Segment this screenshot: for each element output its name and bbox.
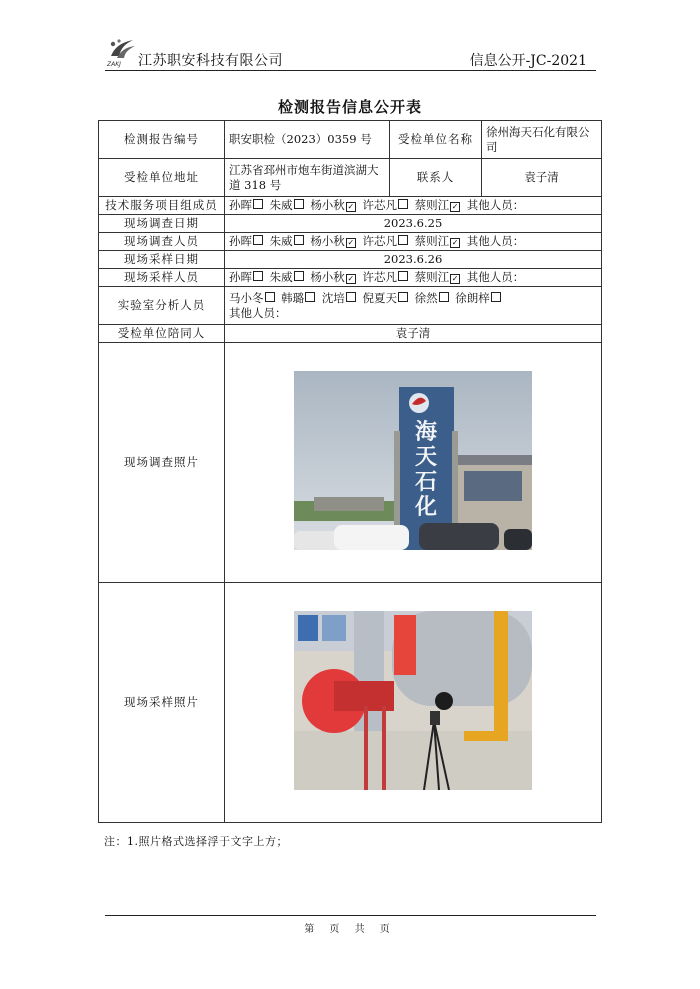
checkbox-unchecked[interactable] <box>439 292 449 302</box>
report-no-value: 职安职检（2023）0359 号 <box>225 121 390 159</box>
checkbox-checked[interactable]: ✓ <box>451 202 459 211</box>
survey-photo-label: 现场调查照片 <box>99 343 225 583</box>
checkbox-checked[interactable]: ✓ <box>347 274 355 283</box>
checkbox-unchecked[interactable] <box>398 271 408 281</box>
staff-name: 蔡则江 <box>414 234 450 248</box>
svg-text:化: 化 <box>414 495 438 520</box>
sampling-photo-image <box>294 611 532 790</box>
staff-name: 孙晖 <box>229 270 252 284</box>
svg-text:ZAKJ: ZAKJ <box>107 61 121 68</box>
table-row <box>99 583 602 823</box>
table-row <box>99 121 602 159</box>
table-row <box>99 159 602 197</box>
table-row <box>99 215 602 233</box>
checkbox-unchecked[interactable] <box>294 235 304 245</box>
team-members <box>225 197 602 215</box>
page-header <box>105 34 595 72</box>
checkbox-checked[interactable]: ✓ <box>451 274 459 283</box>
lab-staff-name: 韩璐 <box>281 290 305 305</box>
report-no-label: 检测报告编号 <box>99 121 225 159</box>
staff-name: 蔡则江 <box>414 270 450 284</box>
staff-name: 朱威 <box>269 270 293 284</box>
page-title: 检测报告信息公开表 <box>277 98 422 116</box>
checkbox-checked[interactable]: ✓ <box>347 238 355 247</box>
company-logo <box>105 34 139 68</box>
contact-label: 联系人 <box>390 159 482 197</box>
lab-staff-label: 实验室分析人员 <box>99 287 225 325</box>
lab-staff-name: 徐朗梓 <box>455 290 490 305</box>
sampling-staff-label: 现场采样人员 <box>99 269 225 287</box>
survey-date-value: 2023.6.25 <box>225 215 602 233</box>
staff-name: 朱威 <box>269 198 293 212</box>
footnote: 注：1.照片格式选择浮于文字上方； <box>104 835 288 848</box>
page-number: 第 页 共 页 <box>304 924 396 935</box>
table-row <box>99 325 602 343</box>
checkbox-checked[interactable]: ✓ <box>347 202 355 211</box>
document-code: 信息公开-JC-2021 <box>469 53 587 69</box>
info-table <box>98 120 602 823</box>
staff-name: 杨小秋 <box>310 198 345 212</box>
svg-text:天: 天 <box>414 445 438 470</box>
checkbox-unchecked[interactable] <box>253 271 263 281</box>
lab-staff-name: 倪夏天 <box>362 290 397 305</box>
other-staff-label: 其他人员： <box>466 270 525 284</box>
checkbox-unchecked[interactable] <box>398 292 408 302</box>
table-row <box>99 251 602 269</box>
sampling-photo <box>294 611 532 790</box>
team-label: 技术服务项目组成员 <box>99 197 225 215</box>
checkbox-unchecked[interactable] <box>265 292 275 302</box>
staff-name: 孙晖 <box>229 198 252 212</box>
checkbox-unchecked[interactable] <box>398 199 408 209</box>
sampling-date-value: 2023.6.26 <box>225 251 602 269</box>
sampling-date-label: 现场采样日期 <box>99 251 225 269</box>
checkbox-unchecked[interactable] <box>253 235 263 245</box>
other-staff-label: 其他人员： <box>466 198 525 212</box>
staff-name: 朱威 <box>269 234 293 248</box>
survey-staff-members <box>225 233 602 251</box>
table-row <box>99 233 602 251</box>
lab-staff-name: 沈培 <box>321 290 345 305</box>
checkbox-checked[interactable]: ✓ <box>451 238 459 247</box>
address-value: 江苏省邳州市炮车街道滨湖大道 318 号 <box>225 159 390 197</box>
unit-name-label: 受检单位名称 <box>390 121 482 159</box>
checkbox-unchecked[interactable] <box>305 292 315 302</box>
lab-staff-name: 马小冬 <box>229 290 264 305</box>
svg-text:石: 石 <box>414 470 438 495</box>
table-row <box>99 343 602 583</box>
table-row <box>99 287 602 325</box>
sampling-photo-label: 现场采样照片 <box>99 583 225 823</box>
escort-value: 袁子清 <box>225 325 602 343</box>
staff-name: 孙晖 <box>229 234 252 248</box>
table-row <box>99 269 602 287</box>
checkbox-unchecked[interactable] <box>294 199 304 209</box>
staff-name: 杨小秋 <box>310 270 345 284</box>
table-row <box>99 197 602 215</box>
footer-divider <box>105 915 596 916</box>
other-staff-label: 其他人员： <box>466 234 525 248</box>
checkbox-unchecked[interactable] <box>346 292 356 302</box>
staff-name: 杨小秋 <box>310 234 345 248</box>
unit-name-value: 徐州海天石化有限公司 <box>482 121 602 159</box>
staff-name: 许芯凡 <box>362 234 397 248</box>
lab-staff-members <box>225 287 602 325</box>
header-divider <box>105 70 596 71</box>
lab-other-label: 其他人员： <box>229 305 287 320</box>
sampling-photo-cell <box>225 583 602 823</box>
survey-date-label: 现场调查日期 <box>99 215 225 233</box>
survey-photo <box>294 371 532 550</box>
survey-staff-label: 现场调查人员 <box>99 233 225 251</box>
sampling-staff-members <box>225 269 602 287</box>
svg-text:海: 海 <box>414 420 438 445</box>
escort-label: 受检单位陪同人 <box>99 325 225 343</box>
checkbox-unchecked[interactable] <box>491 292 501 302</box>
staff-name: 许芯凡 <box>362 198 397 212</box>
staff-name: 许芯凡 <box>362 270 397 284</box>
checkbox-unchecked[interactable] <box>398 235 408 245</box>
checkbox-unchecked[interactable] <box>253 199 263 209</box>
survey-photo-cell <box>225 343 602 583</box>
staff-name: 蔡则江 <box>414 198 450 212</box>
company-name: 江苏职安科技有限公司 <box>138 53 283 69</box>
address-label: 受检单位地址 <box>99 159 225 197</box>
survey-photo-image <box>294 371 532 550</box>
checkbox-unchecked[interactable] <box>294 271 304 281</box>
lab-staff-name: 徐然 <box>414 290 438 305</box>
contact-value: 袁子清 <box>482 159 602 197</box>
